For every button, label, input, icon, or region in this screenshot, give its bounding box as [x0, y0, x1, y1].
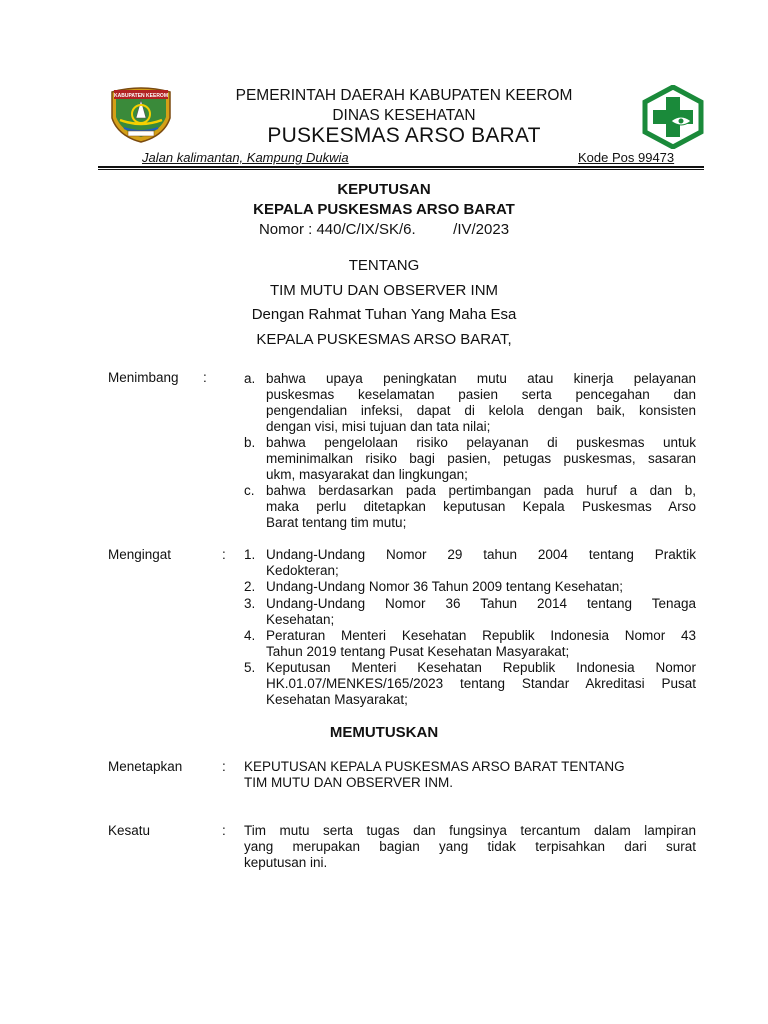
title-tentang: TENTANG [348, 257, 420, 274]
header-puskesmas-name: PUSKESMAS ARSO BARAT [267, 124, 541, 147]
list-marker: 3. [244, 596, 256, 611]
list-marker: 2. [244, 579, 256, 594]
list-line: Peraturan Menteri Kesehatan Republik Indonesia Nomor 43 [266, 628, 696, 643]
kesatu-line: yang merupakan bagian yang tidak terpisahkan dari surat [244, 839, 696, 854]
list-line: Undang-Undang Nomor 36 Tahun 2014 tentang Tenaga [266, 596, 696, 611]
list-line: pengendalian infeksi, dapat di kelola dengan baik, konsisten [266, 403, 696, 418]
list-marker: 4. [244, 628, 256, 643]
kesatu-line: keputusan ini. [244, 855, 328, 870]
kesatu-text [244, 823, 696, 871]
title-rahmat: Dengan Rahmat Tuhan Yang Maha Esa [251, 306, 517, 323]
list-line: Undang-Undang Nomor 29 tahun 2004 tentang Praktik [266, 547, 696, 562]
list-marker: 5. [244, 660, 256, 675]
header-rule-thick [98, 166, 704, 168]
list-line: Tahun 2019 tentang Pusat Kesehatan Masyarakat; [266, 644, 570, 659]
list-line: meminimalkan risiko bagi pasien, petugas puskesmas, sasaran [266, 451, 696, 466]
list-line: Kedokteran; [266, 563, 339, 578]
list-line: bahwa upaya peningkatan mutu atau kinerja pelayanan [266, 371, 696, 386]
title-keputusan: KEPUTUSAN [337, 181, 431, 198]
puskesmas-cross-logo-icon [641, 85, 705, 149]
header-postcode: Kode Pos 99473 [578, 150, 675, 165]
list-marker: c. [244, 483, 255, 498]
menetapkan-text [244, 759, 696, 791]
list-line: Kesehatan; [266, 612, 335, 627]
crest-banner-text: KABUPATEN KEEROM [114, 93, 168, 99]
title-kepala: KEPALA PUSKESMAS ARSO BARAT [253, 201, 515, 218]
list-line: HK.01.07/MENKES/165/2023 tentang Standar Akreditasi Pusat [266, 676, 696, 691]
memutuskan-heading: MEMUTUSKAN [329, 724, 439, 741]
menetapkan-line: TIM MUTU DAN OBSERVER INM. [244, 775, 454, 790]
header-government-line: PEMERINTAH DAERAH KABUPATEN KEEROM [235, 87, 573, 104]
list-line: Barat tentang tim mutu; [266, 515, 407, 530]
mengingat-label: Mengingat [108, 547, 172, 562]
kesatu-line: Tim mutu serta tugas dan fungsinya tercantum dalam lampiran [244, 823, 696, 838]
kesatu-colon: : [222, 823, 226, 838]
mengingat-colon: : [222, 547, 226, 562]
list-line: ukm, masyarakat dan lingkungan; [266, 467, 468, 482]
list-line: bahwa pengelolaan risiko pelayanan di puskesmas untuk [266, 435, 696, 450]
header-rule-thin [98, 169, 704, 170]
menetapkan-label: Menetapkan [108, 759, 183, 774]
title-nomor: Nomor : 440/C/IX/SK/6. /IV/2023 [258, 221, 510, 238]
title-kepala-comma: KEPALA PUSKESMAS ARSO BARAT, [256, 331, 512, 348]
list-line: Kesehatan Masyarakat; [266, 692, 408, 707]
list-marker: b. [244, 435, 256, 450]
list-marker: a. [244, 371, 256, 386]
header-department-line: DINAS KESEHATAN [332, 107, 476, 124]
list-marker: 1. [244, 547, 256, 562]
list-line: Keputusan Menteri Kesehatan Republik Indonesia Nomor [266, 660, 696, 675]
header-address: Jalan kalimantan, Kampung Dukwia [142, 150, 349, 165]
list-line: dengan visi, misi tujuan dan tata nilai; [266, 419, 491, 434]
list-line: Undang-Undang Nomor 36 Tahun 2009 tentang Kesehatan; [266, 579, 624, 594]
kesatu-label: Kesatu [108, 823, 151, 838]
menetapkan-colon: : [222, 759, 226, 774]
menimbang-colon: : [203, 370, 207, 385]
menimbang-label: Menimbang [108, 370, 179, 385]
menetapkan-line: KEPUTUSAN KEPALA PUSKESMAS ARSO BARAT TENTANG [244, 759, 625, 774]
list-line: bahwa berdasarkan pada pertimbangan pada huruf a dan b, [266, 483, 696, 498]
list-line: maka perlu ditetapkan keputusan Kepala Puskesmas Arso [266, 499, 696, 514]
title-subject: TIM MUTU DAN OBSERVER INM [269, 282, 499, 299]
list-line: puskesmas keselamatan pasien serta pencegahan dan [266, 387, 696, 402]
